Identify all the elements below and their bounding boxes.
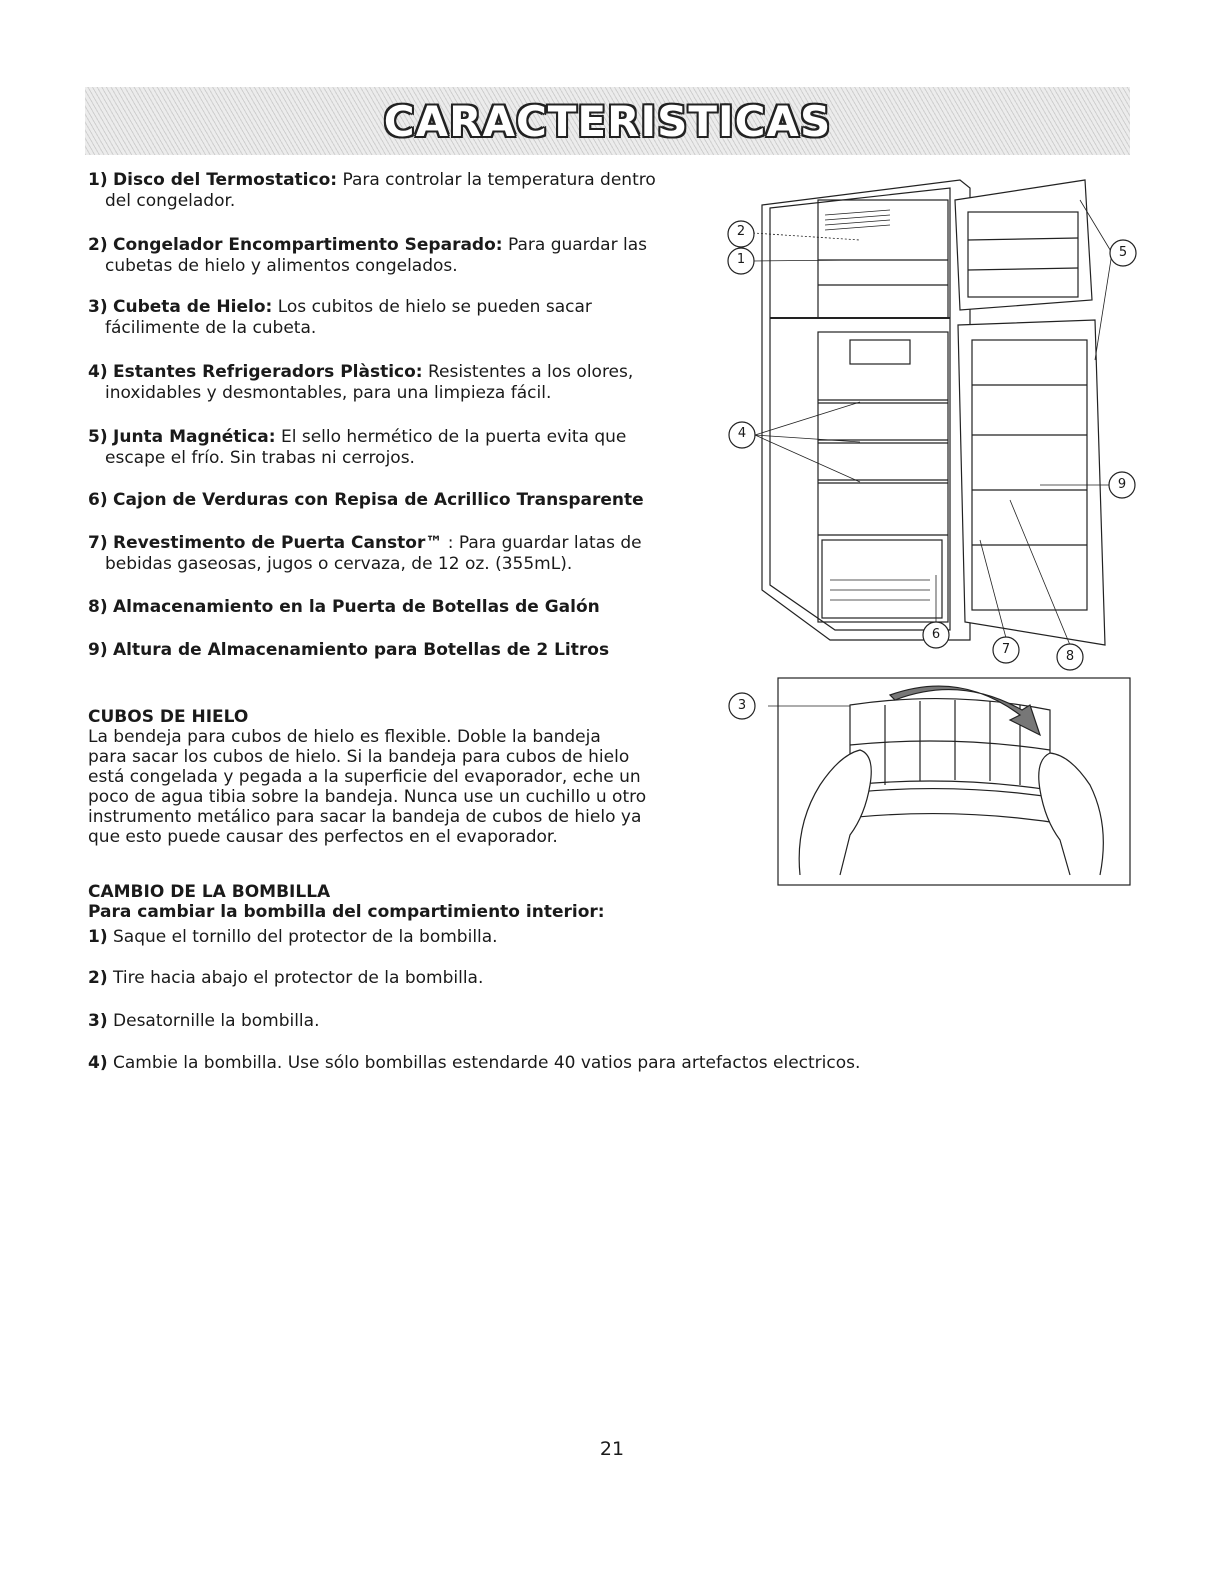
callout-label: 9 (1117, 477, 1127, 492)
callout-label: 6 (931, 627, 941, 642)
bulb-heading: CAMBIO DE LA BOMBILLA (88, 882, 331, 902)
callout-label: 2 (736, 224, 746, 239)
page-number: 21 (599, 1438, 625, 1460)
bulb-step-3 (88, 1011, 319, 1032)
feature-title: Cubeta de Hielo: (113, 297, 273, 317)
feature-item-1 (88, 170, 688, 212)
refrigerator-illustration (710, 160, 1150, 680)
feature-number: 3) (88, 297, 108, 317)
feature-title: Junta Magnética: (113, 427, 276, 447)
feature-title: Congelador Encompartimento Separado: (113, 235, 503, 255)
feature-text: El sello hermético de la puerta evita que (275, 427, 627, 447)
feature-title: Altura de Almacenamiento para Botellas de 2 Litros (113, 640, 610, 660)
ice-line: que esto puede causar des perfectos en el evaporador. (88, 827, 558, 847)
ice-tray-illustration (720, 675, 1135, 890)
bulb-subheading: Para cambiar la bombilla del compartimiento interior: (88, 902, 605, 922)
callout-label: 4 (737, 426, 747, 441)
step-text: Saque el tornillo del protector de la bombilla. (107, 927, 498, 947)
feature-number: 7) (88, 533, 108, 553)
feature-text-cont: escape el frío. Sin trabas ni cerrojos. (105, 448, 415, 468)
feature-text-cont: fácilimente de la cubeta. (105, 318, 317, 338)
feature-text: Para guardar las (502, 235, 647, 255)
feature-text-cont: inoxidables y desmontables, para una limpieza fácil. (105, 383, 552, 403)
ice-line: La bendeja para cubos de hielo es flexible. Doble la bandeja (88, 727, 601, 747)
callout-label: 3 (737, 698, 747, 713)
callout-label: 8 (1065, 649, 1075, 664)
step-number: 1) (88, 927, 108, 947)
page-title: CARACTERISTICAS (383, 96, 832, 146)
ice-line: poco de agua tibia sobre la bandeja. Nunca use un cuchillo u otro (88, 787, 647, 807)
feature-number: 1) (88, 170, 108, 190)
bulb-step-2 (88, 968, 483, 989)
feature-text-cont: bebidas gaseosas, jugos o cervaza, de 12 oz. (355mL). (105, 554, 573, 574)
feature-number: 6) (88, 490, 108, 510)
feature-text-cont: cubetas de hielo y alimentos congelados. (105, 256, 458, 276)
feature-number: 5) (88, 427, 108, 447)
feature-title: Estantes Refrigeradors Plàstico: (113, 362, 423, 382)
step-text: Tire hacia abajo el protector de la bombilla. (107, 968, 484, 988)
ice-line: para sacar los cubos de hielo. Si la bandeja para cubos de hielo (88, 747, 630, 767)
feature-item-8 (88, 597, 688, 618)
callout-label: 7 (1001, 642, 1011, 657)
feature-title: Almacenamiento en la Puerta de Botellas de Galón (113, 597, 600, 617)
feature-number: 8) (88, 597, 108, 617)
feature-item-7 (88, 533, 688, 575)
feature-text: Los cubitos de hielo se pueden sacar (272, 297, 592, 317)
feature-item-6 (88, 490, 688, 511)
bulb-step-4 (88, 1053, 1138, 1074)
feature-item-5 (88, 427, 688, 469)
feature-item-9 (88, 640, 688, 661)
feature-number: 9) (88, 640, 108, 660)
feature-text-cont: del congelador. (105, 191, 236, 211)
feature-number: 2) (88, 235, 108, 255)
ice-section (88, 707, 728, 847)
callout-label: 5 (1118, 245, 1128, 260)
feature-item-2 (88, 235, 688, 277)
callout-label: 1 (736, 252, 746, 267)
feature-number: 4) (88, 362, 108, 382)
bulb-section (88, 882, 788, 922)
step-text: Cambie la bombilla. Use sólo bombillas estendarde 40 vatios para artefactos electricos. (107, 1053, 861, 1073)
ice-line: está congelada y pegada a la superficie del evaporador, eche un (88, 767, 641, 787)
step-text: Desatornille la bombilla. (107, 1011, 320, 1031)
feature-title: Disco del Termostatico: (113, 170, 338, 190)
feature-title: Revestimento de Puerta Canstor™ (113, 533, 443, 553)
step-number: 3) (88, 1011, 108, 1031)
step-number: 2) (88, 968, 108, 988)
feature-text: : Para guardar latas de (442, 533, 642, 553)
feature-title: Cajon de Verduras con Repisa de Acrillico Transparente (113, 490, 644, 510)
ice-line: instrumento metálico para sacar la bandeja de cubos de hielo ya (88, 807, 642, 827)
header-banner (85, 87, 1130, 155)
bulb-step-1 (88, 927, 498, 948)
feature-item-4 (88, 362, 688, 404)
feature-text: Para controlar la temperatura dentro (337, 170, 656, 190)
ice-heading: CUBOS DE HIELO (88, 707, 249, 727)
feature-item-3 (88, 297, 688, 339)
step-number: 4) (88, 1053, 108, 1073)
feature-text: Resistentes a los olores, (422, 362, 634, 382)
